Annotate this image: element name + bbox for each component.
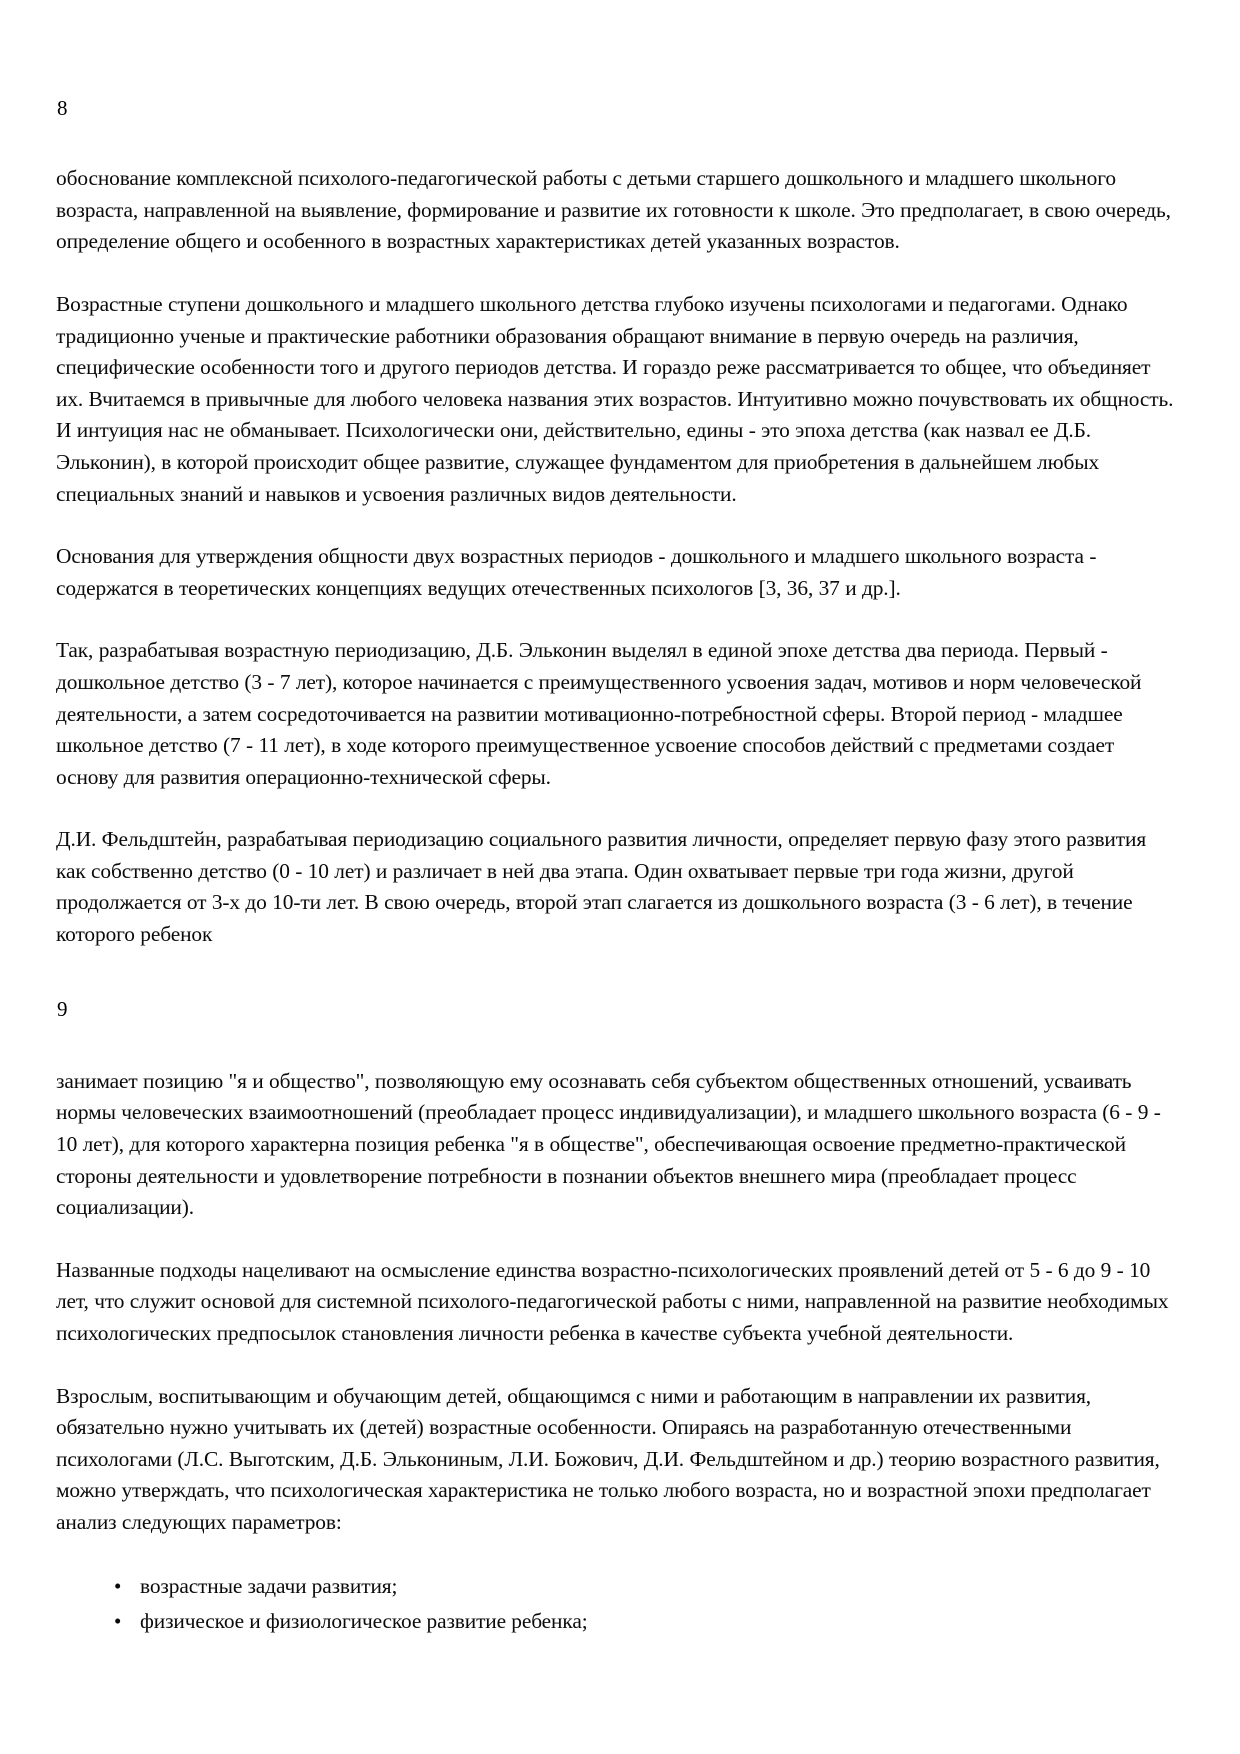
page-number-9: 9 — [57, 996, 68, 1021]
list-item-label: физическое и физиологическое развитие ребенка; — [140, 1608, 588, 1633]
parameters-list — [56, 1570, 1178, 1637]
paragraph: Так, разрабатывая возрастную периодизацию, Д.Б. Эльконин выделял в единой эпохе детства два периода. Первый - дошкольное детство (3 - 7 лет), которое начинается с преимущественного усвоения задач, мотивов и норм человеческой деятельности, а затем сосредоточивается на развитии мотивационно-потребностной сферы. Второй период - младшее школьное детство (7 - 11 лет), в ходе которого преимущественное усвоение способов действий с предметами создает основу для развития операционно-технической сферы. — [56, 638, 1142, 789]
page-content — [56, 96, 1178, 1637]
list-item — [114, 1605, 1178, 1637]
paragraph: обоснование комплексной психолого-педагогической работы с детьми старшего дошкольного и младшего школьного возраста, направленной на выявление, формирование и развитие их готовности к школе. Это предполагает, в свою очередь, определение общего и особенного в возрастных характеристиках детей указанных возрастов. — [56, 166, 1171, 254]
paragraph: Взрослым, воспитывающим и обучающим детей, общающимся с ними и работающим в направлении их развития, обязательно нужно учитывать их (детей) возрастные особенности. Опираясь на разработанную отечественными психологами (Л.С. Выготским, Д.Б. Элькониным, Л.И. Божович, Д.И. Фельдштейном и др.) теорию возрастного развития, можно утверждать, что психологическая характеристика не только любого возраста, но и возрастной эпохи предполагает анализ следующих параметров: — [56, 1383, 1160, 1534]
paragraph: Основания для утверждения общности двух возрастных периодов - дошкольного и младшего школьного возраста - содержатся в теоретических концепциях ведущих отечественных психологов [3, 36, 37 и др.]. — [56, 544, 1097, 600]
paragraph: Возрастные ступени дошкольного и младшего школьного детства глубоко изучены психологами и педагогами. Однако традиционно ученые и практические работники образования обращают внимание в первую очередь на различия, специфические особенности того и другого периодов детства. И гораздо реже рассматривается то общее, что объединяет их. Вчитаемся в привычные для любого человека названия этих возрастов. Интуитивно можно почувствовать их общность. И интуиция нас не обманывает. Психологически они, действительно, едины - это эпоха детства (как назвал ее Д.Б. Эльконин), в которой происходит общее развитие, служащее фундаментом для приобретения в дальнейшем любых специальных знаний и навыков и усвоения различных видов деятельности. — [56, 291, 1174, 506]
page-number-8: 8 — [57, 96, 68, 120]
paragraph: Названные подходы нацеливают на осмысление единства возрастно-психологических проявлений детей от 5 - 6 до 9 - 10 лет, что служит основой для системной психолого-педагогической работы с ними, направленной на развитие необходимых психологических предпосылок становления личности ребенка в качестве субъекта учебной деятельности. — [56, 1257, 1169, 1345]
bullet-icon: • — [114, 1573, 122, 1598]
list-item — [114, 1570, 1178, 1602]
paragraph: Д.И. Фельдштейн, разрабатывая периодизацию социального развития личности, определяет первую фазу этого развития как собственно детство (0 - 10 лет) и различает в ней два этапа. Один охватывает первые три года жизни, другой продолжается от 3-х до 10-ти лет. В свою очередь, второй этап слагается из дошкольного возраста (3 - 6 лет), в течение которого ребенок — [56, 827, 1147, 947]
bullet-icon: • — [114, 1608, 122, 1633]
list-item-label: возрастные задачи развития; — [140, 1573, 398, 1598]
paragraph: занимает позицию "я и общество", позволяющую ему осознавать себя субъектом общественных отношений, усваивать нормы человеческих взаимоотношений (преобладает процесс индивидуализации), и младшего школьного возраста (6 - 9 - 10 лет), для которого характерна позиция ребенка "я в обществе", обеспечивающая освоение предметно-практической стороны деятельности и удовлетворение потребности в познании объектов внешнего мира (преобладает процесс социализации). — [56, 1068, 1161, 1220]
